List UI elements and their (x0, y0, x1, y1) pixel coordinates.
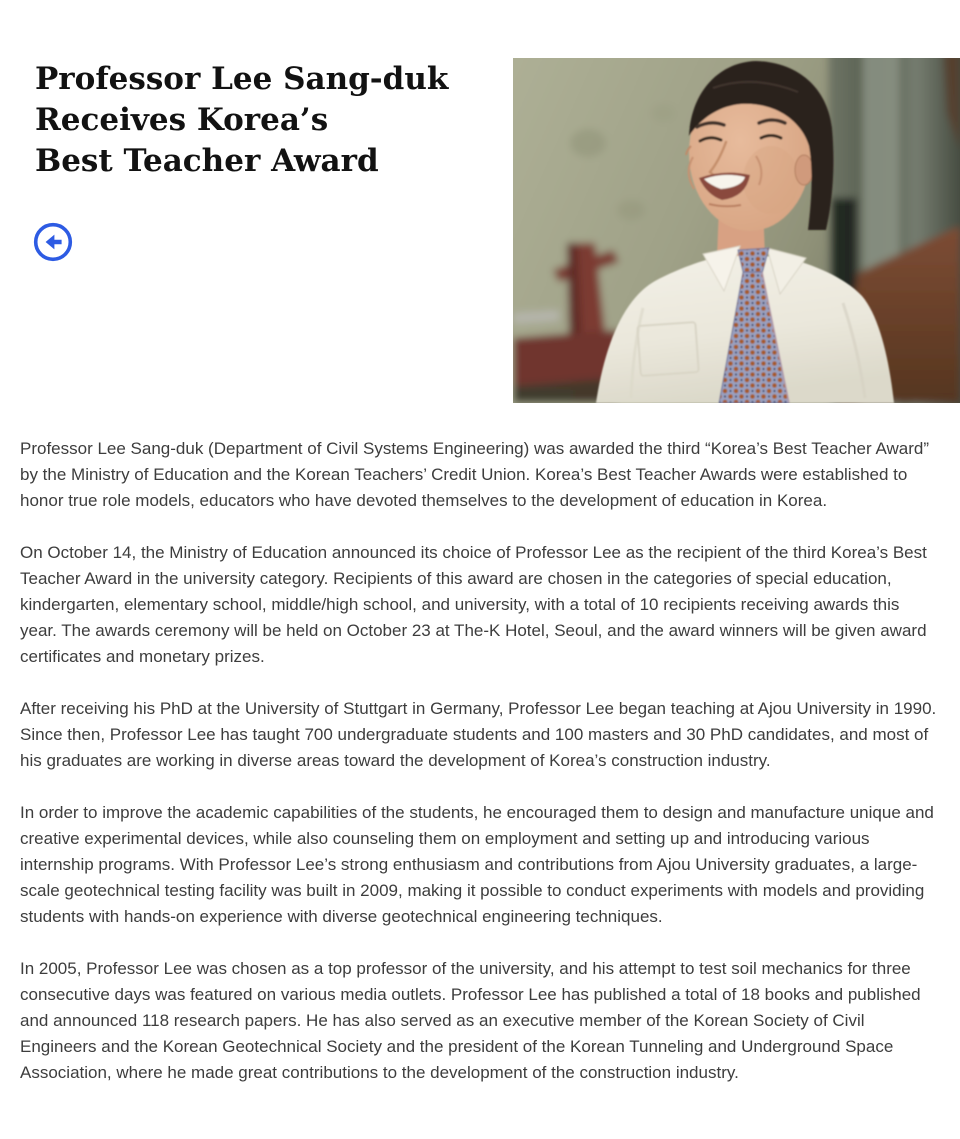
article-paragraph-2: On October 14, the Ministry of Education announced its choice of Professor Lee as the recipient of the third Korea’s Best Teacher Award in the university category. Recipients of this award are chosen in the categories of special education, kindergarten, elementary school, middle/high school, and university, with a total of 10 recipients receiving awards this year. The awards ceremony will be held on October 23 at The-K Hotel, Seoul, and the award winners will be given award certificates and monetary prizes. (20, 543, 927, 666)
article-body (0, 436, 960, 1086)
article-paragraph-4: In order to improve the academic capabilities of the students, he encouraged them to design and manufacture unique and creative experimental devices, while also counseling them on employment and setting up and introducing various internship programs. With Professor Lee’s strong enthusiasm and contributions from Ajou University graduates, a large-scale geotechnical testing facility was built in 2009, making it possible to conduct experiments with models and providing students with hands-on experience with diverse geotechnical engineering techniques. (20, 803, 934, 926)
title-line-3: Best Teacher Award (35, 143, 379, 179)
hero-photo (513, 58, 960, 403)
page-title (35, 59, 448, 182)
title-line-2: Receives Korea’s (35, 102, 329, 138)
article-paragraph-1: Professor Lee Sang-duk (Department of Civil Systems Engineering) was awarded the third “Korea’s Best Teacher Award” by the Ministry of Education and the Korean Teachers’ Credit Union. Korea’s Best Teacher Awards were established to honor true role models, educators who have devoted themselves to the development of education in Korea. (20, 439, 930, 510)
back-button[interactable] (33, 222, 73, 262)
professor-portrait-illustration (513, 58, 960, 403)
article-paragraph-5: In 2005, Professor Lee was chosen as a top professor of the university, and his attempt to test soil mechanics for three consecutive days was featured on various media outlets. Professor Lee has published a total of 18 books and published and announced 118 research papers. He has also served as an executive member of the Korean Society of Civil Engineers and the Korean Geotechnical Society and the president of the Korean Tunneling and Underground Space Association, where he made great contributions to the development of the construction industry. (20, 959, 921, 1082)
article-header (0, 0, 960, 436)
arrow-left-circle-icon (33, 222, 73, 262)
title-line-1: Professor Lee Sang-duk (35, 61, 449, 97)
article-paragraph-3: After receiving his PhD at the University of Stuttgart in Germany, Professor Lee began teaching at Ajou University in 1990. Since then, Professor Lee has taught 700 undergraduate students and 100 masters and 30 PhD candidates, and most of his graduates are working in diverse areas toward the development of Korea’s construction industry. (20, 699, 937, 770)
